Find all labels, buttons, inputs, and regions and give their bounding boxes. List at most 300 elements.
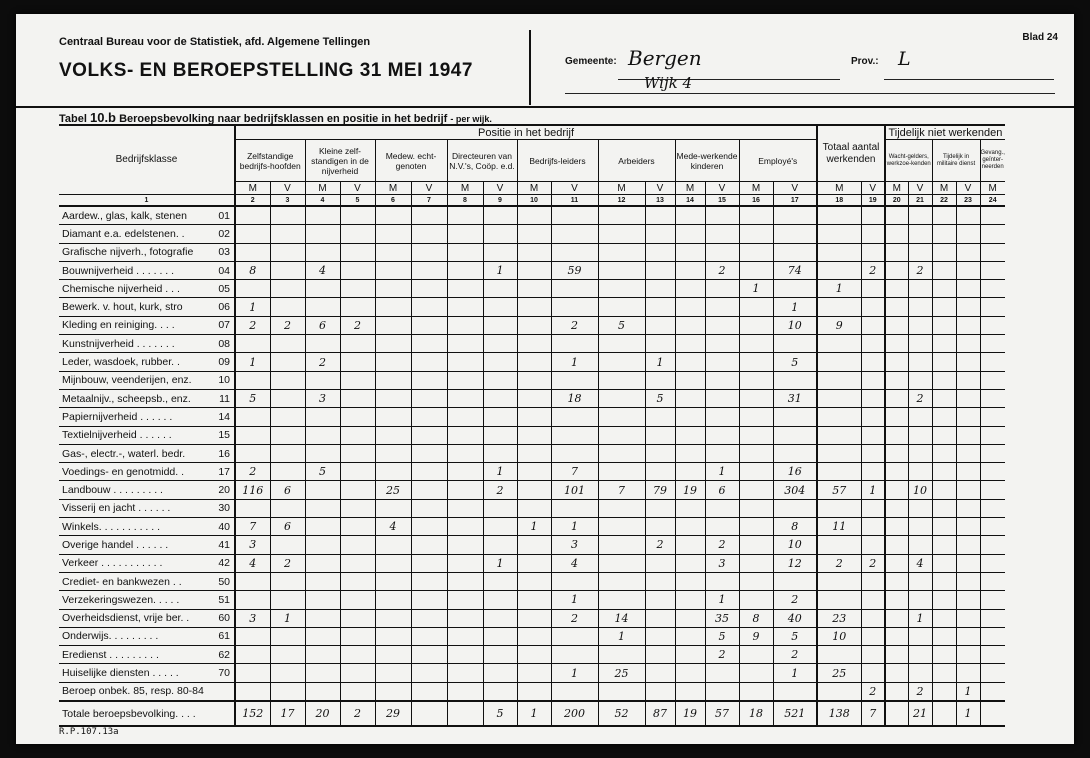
row-code: 16	[218, 447, 230, 460]
column-number: 13	[645, 195, 675, 207]
data-cell	[483, 646, 517, 664]
data-cell	[551, 243, 598, 261]
data-cell	[932, 463, 956, 481]
data-cell	[675, 554, 705, 572]
data-cell	[932, 335, 956, 353]
female-column-header: V	[340, 182, 375, 195]
data-cell	[817, 426, 861, 444]
data-cell: 4	[375, 518, 411, 536]
data-cell	[956, 536, 980, 554]
row-label-text: Beroep onbek. 85, resp. 80-84	[62, 685, 204, 698]
data-cell	[517, 316, 551, 334]
data-cell	[375, 206, 411, 225]
data-cell	[980, 444, 1005, 462]
data-cell	[885, 280, 908, 298]
data-cell	[517, 609, 551, 627]
female-column-header: V	[773, 182, 817, 195]
data-cell	[447, 243, 483, 261]
data-cell	[447, 463, 483, 481]
data-cell	[980, 518, 1005, 536]
row-label	[59, 481, 235, 499]
data-cell	[270, 591, 305, 609]
row-label-text: Diamant e.a. edelstenen. .	[62, 227, 185, 240]
data-cell	[675, 389, 705, 407]
data-cell: 3	[235, 609, 270, 627]
data-cell	[375, 243, 411, 261]
data-cell	[980, 261, 1005, 279]
data-cell	[447, 206, 483, 225]
data-cell	[739, 206, 773, 225]
data-cell	[235, 572, 270, 590]
data-cell	[551, 499, 598, 517]
data-cell	[551, 206, 598, 225]
data-cell	[483, 280, 517, 298]
data-cell	[980, 206, 1005, 225]
data-cell: 5	[598, 316, 645, 334]
wijk-underline	[565, 93, 1055, 94]
data-cell	[908, 316, 932, 334]
data-cell	[517, 206, 551, 225]
table-row	[59, 627, 1005, 645]
total-cell: 57	[705, 701, 739, 726]
data-cell	[861, 664, 885, 682]
data-cell	[375, 591, 411, 609]
data-cell	[908, 335, 932, 353]
data-cell	[340, 298, 375, 316]
row-label	[59, 353, 235, 371]
data-cell	[447, 536, 483, 554]
row-label-text: Aardew., glas, kalk, stenen	[62, 209, 187, 222]
data-cell	[645, 426, 675, 444]
data-cell	[908, 206, 932, 225]
row-label	[59, 664, 235, 682]
data-cell: 2	[270, 554, 305, 572]
data-cell: 57	[817, 481, 861, 499]
data-cell	[861, 316, 885, 334]
data-cell: 5	[235, 389, 270, 407]
data-cell	[270, 225, 305, 243]
data-cell	[739, 536, 773, 554]
data-cell	[861, 371, 885, 389]
data-cell	[956, 243, 980, 261]
data-cell	[817, 389, 861, 407]
data-cell	[235, 408, 270, 426]
row-label	[59, 463, 235, 481]
data-cell	[551, 627, 598, 645]
row-label	[59, 627, 235, 645]
female-column-header: V	[270, 182, 305, 195]
data-cell	[956, 554, 980, 572]
data-cell	[932, 554, 956, 572]
data-cell	[598, 335, 645, 353]
total-cell: 152	[235, 701, 270, 726]
data-cell	[375, 280, 411, 298]
data-cell	[411, 371, 447, 389]
row-code: 30	[218, 502, 230, 515]
column-number: 18	[817, 195, 861, 207]
data-cell	[270, 371, 305, 389]
data-cell	[305, 243, 340, 261]
data-cell	[645, 280, 675, 298]
form-code: R.P.107.13a	[59, 727, 119, 737]
data-cell	[270, 499, 305, 517]
data-cell	[270, 335, 305, 353]
data-cell	[483, 444, 517, 462]
table-title-prefix: Tabel	[59, 113, 87, 125]
table-row	[59, 591, 1005, 609]
data-cell	[861, 298, 885, 316]
group-header: Zelfstandige bedrijfs-hoofden	[235, 140, 305, 182]
data-cell	[908, 444, 932, 462]
data-cell	[861, 463, 885, 481]
data-cell	[675, 243, 705, 261]
data-cell	[980, 499, 1005, 517]
data-cell	[375, 316, 411, 334]
occupation-table	[59, 124, 1005, 727]
data-cell	[447, 408, 483, 426]
data-cell	[908, 518, 932, 536]
data-cell	[980, 682, 1005, 701]
total-cell: 87	[645, 701, 675, 726]
data-cell: 1	[645, 353, 675, 371]
data-cell	[675, 591, 705, 609]
data-cell	[340, 408, 375, 426]
data-cell	[598, 243, 645, 261]
data-cell	[861, 627, 885, 645]
data-cell	[773, 243, 817, 261]
total-cell: 138	[817, 701, 861, 726]
data-cell	[305, 664, 340, 682]
data-cell	[235, 335, 270, 353]
row-code: 05	[218, 282, 230, 295]
data-cell: 1	[705, 463, 739, 481]
data-cell	[908, 627, 932, 645]
data-cell: 1	[270, 609, 305, 627]
data-cell	[861, 444, 885, 462]
data-cell: 4	[551, 554, 598, 572]
data-cell	[340, 572, 375, 590]
data-cell	[411, 298, 447, 316]
data-cell: 1	[551, 664, 598, 682]
data-cell	[447, 499, 483, 517]
row-label	[59, 499, 235, 517]
data-cell	[705, 389, 739, 407]
data-cell	[739, 389, 773, 407]
row-code: 61	[218, 630, 230, 643]
data-cell	[411, 316, 447, 334]
data-cell	[705, 371, 739, 389]
row-code: 70	[218, 667, 230, 680]
data-cell	[817, 536, 861, 554]
data-cell: 31	[773, 389, 817, 407]
data-cell	[375, 463, 411, 481]
data-cell	[598, 554, 645, 572]
data-cell: 10	[908, 481, 932, 499]
data-cell	[675, 225, 705, 243]
data-cell	[956, 499, 980, 517]
data-cell	[956, 298, 980, 316]
female-column-header: V	[908, 182, 932, 195]
male-column-header: M	[980, 182, 1005, 195]
data-cell	[956, 353, 980, 371]
data-cell	[517, 664, 551, 682]
data-cell: 2	[235, 316, 270, 334]
row-label-text: Visserij en jacht . . . . . .	[62, 502, 171, 515]
data-cell	[980, 335, 1005, 353]
data-cell	[375, 371, 411, 389]
data-cell	[375, 646, 411, 664]
data-cell	[861, 572, 885, 590]
data-cell	[932, 389, 956, 407]
data-cell	[705, 316, 739, 334]
data-cell	[235, 280, 270, 298]
data-cell	[885, 609, 908, 627]
data-cell	[517, 298, 551, 316]
data-cell: 2	[551, 609, 598, 627]
data-cell	[932, 481, 956, 499]
column-number: 10	[517, 195, 551, 207]
data-cell	[956, 664, 980, 682]
data-cell	[645, 518, 675, 536]
data-cell	[447, 261, 483, 279]
row-label	[59, 536, 235, 554]
data-cell	[598, 499, 645, 517]
data-cell	[447, 426, 483, 444]
data-cell	[705, 426, 739, 444]
total-cell: 1	[517, 701, 551, 726]
data-cell	[705, 335, 739, 353]
data-cell	[739, 444, 773, 462]
data-cell	[980, 243, 1005, 261]
data-cell	[739, 554, 773, 572]
data-cell	[645, 298, 675, 316]
data-cell: 40	[773, 609, 817, 627]
absent-group-header: Wacht-gelders, werkzoe-kenden	[885, 140, 932, 182]
data-cell	[483, 609, 517, 627]
prov-underline	[884, 79, 1054, 80]
data-cell	[411, 408, 447, 426]
column-number: 15	[705, 195, 739, 207]
data-cell: 1	[235, 298, 270, 316]
data-cell	[675, 627, 705, 645]
table-row	[59, 554, 1005, 572]
table-row	[59, 316, 1005, 334]
data-cell	[305, 371, 340, 389]
data-cell	[675, 335, 705, 353]
data-cell	[817, 243, 861, 261]
data-cell	[773, 225, 817, 243]
data-cell	[305, 518, 340, 536]
data-cell	[235, 664, 270, 682]
table-row	[59, 426, 1005, 444]
data-cell	[932, 353, 956, 371]
data-cell	[861, 499, 885, 517]
data-cell	[932, 426, 956, 444]
data-cell	[551, 335, 598, 353]
row-label-text: Grafische nijverh., fotografie	[62, 246, 194, 259]
data-cell	[447, 280, 483, 298]
data-cell	[375, 225, 411, 243]
data-cell	[375, 426, 411, 444]
data-cell	[517, 591, 551, 609]
row-label	[59, 408, 235, 426]
data-cell	[517, 572, 551, 590]
data-cell	[861, 609, 885, 627]
data-cell	[447, 371, 483, 389]
data-cell	[270, 646, 305, 664]
data-cell	[551, 572, 598, 590]
data-cell	[305, 335, 340, 353]
data-cell	[235, 646, 270, 664]
data-cell	[817, 499, 861, 517]
data-cell	[483, 627, 517, 645]
data-cell	[885, 408, 908, 426]
data-cell	[908, 353, 932, 371]
data-cell	[517, 389, 551, 407]
total-cell: 19	[675, 701, 705, 726]
data-cell	[956, 609, 980, 627]
data-cell	[932, 206, 956, 225]
data-cell: 2	[861, 554, 885, 572]
data-cell	[675, 444, 705, 462]
row-code: 02	[218, 227, 230, 240]
data-cell	[705, 280, 739, 298]
data-cell	[705, 298, 739, 316]
data-cell	[885, 389, 908, 407]
data-cell	[305, 591, 340, 609]
data-cell: 5	[305, 463, 340, 481]
data-cell	[305, 554, 340, 572]
data-cell	[861, 646, 885, 664]
female-column-header: V	[411, 182, 447, 195]
data-cell	[411, 463, 447, 481]
total-cell: 52	[598, 701, 645, 726]
data-cell: 10	[773, 536, 817, 554]
table-wrapper	[59, 124, 1005, 727]
prov-label: Prov.:	[851, 56, 879, 67]
data-cell	[598, 536, 645, 554]
data-cell: 2	[483, 481, 517, 499]
data-cell	[447, 298, 483, 316]
data-cell	[270, 572, 305, 590]
female-column-header: V	[705, 182, 739, 195]
data-cell	[447, 664, 483, 682]
male-column-header: M	[375, 182, 411, 195]
data-cell	[375, 609, 411, 627]
data-cell	[235, 243, 270, 261]
data-cell	[739, 261, 773, 279]
data-cell	[375, 554, 411, 572]
data-cell	[861, 389, 885, 407]
data-cell	[447, 609, 483, 627]
data-cell	[551, 280, 598, 298]
column-number: 7	[411, 195, 447, 207]
data-cell	[340, 206, 375, 225]
data-cell	[739, 572, 773, 590]
data-cell	[517, 536, 551, 554]
data-cell	[270, 389, 305, 407]
table-row	[59, 646, 1005, 664]
table-row	[59, 353, 1005, 371]
data-cell	[340, 554, 375, 572]
data-cell	[340, 353, 375, 371]
data-cell: 1	[908, 609, 932, 627]
data-cell: 1	[551, 518, 598, 536]
row-label-text: Huiselijke diensten . . . . .	[62, 667, 179, 680]
data-cell: 2	[773, 646, 817, 664]
data-cell	[932, 243, 956, 261]
data-cell	[235, 426, 270, 444]
data-cell: 6	[705, 481, 739, 499]
data-cell	[980, 536, 1005, 554]
data-cell: 5	[645, 389, 675, 407]
data-cell	[411, 280, 447, 298]
row-code: 20	[218, 484, 230, 497]
row-label-text: Metaalnijv., scheepsb., enz.	[62, 392, 191, 405]
data-cell	[483, 371, 517, 389]
data-cell	[885, 206, 908, 225]
data-cell	[340, 536, 375, 554]
row-label-text: Verzekeringswezen. . . . .	[62, 593, 180, 606]
data-cell	[483, 426, 517, 444]
column-number: 24	[980, 195, 1005, 207]
data-cell	[517, 499, 551, 517]
data-cell	[447, 572, 483, 590]
data-cell	[305, 298, 340, 316]
table-row	[59, 206, 1005, 225]
data-cell	[980, 609, 1005, 627]
row-label	[59, 335, 235, 353]
data-cell	[551, 646, 598, 664]
row-code: 62	[218, 648, 230, 661]
row-label	[59, 243, 235, 261]
data-cell	[517, 554, 551, 572]
data-cell	[305, 536, 340, 554]
data-cell	[980, 572, 1005, 590]
data-cell	[739, 371, 773, 389]
data-cell	[517, 243, 551, 261]
row-label	[59, 591, 235, 609]
data-cell	[645, 261, 675, 279]
data-cell	[932, 298, 956, 316]
data-cell	[375, 408, 411, 426]
data-cell	[411, 664, 447, 682]
row-label-text: Voedings- en genotmidd. .	[62, 465, 185, 478]
row-code: 40	[218, 520, 230, 533]
data-cell	[956, 481, 980, 499]
column-number: 23	[956, 195, 980, 207]
row-label-text: Bouwnijverheid . . . . . . .	[62, 264, 175, 277]
data-cell	[517, 646, 551, 664]
column-number: 21	[908, 195, 932, 207]
data-cell	[956, 335, 980, 353]
data-cell	[305, 682, 340, 701]
data-cell	[705, 206, 739, 225]
data-cell	[817, 572, 861, 590]
data-cell	[340, 463, 375, 481]
data-cell	[375, 335, 411, 353]
data-cell	[598, 261, 645, 279]
data-cell	[598, 353, 645, 371]
total-cell	[411, 701, 447, 726]
data-cell	[340, 481, 375, 499]
data-cell	[305, 646, 340, 664]
data-cell	[375, 389, 411, 407]
data-cell	[908, 298, 932, 316]
data-cell	[932, 591, 956, 609]
data-cell	[705, 682, 739, 701]
male-column-header: M	[675, 182, 705, 195]
